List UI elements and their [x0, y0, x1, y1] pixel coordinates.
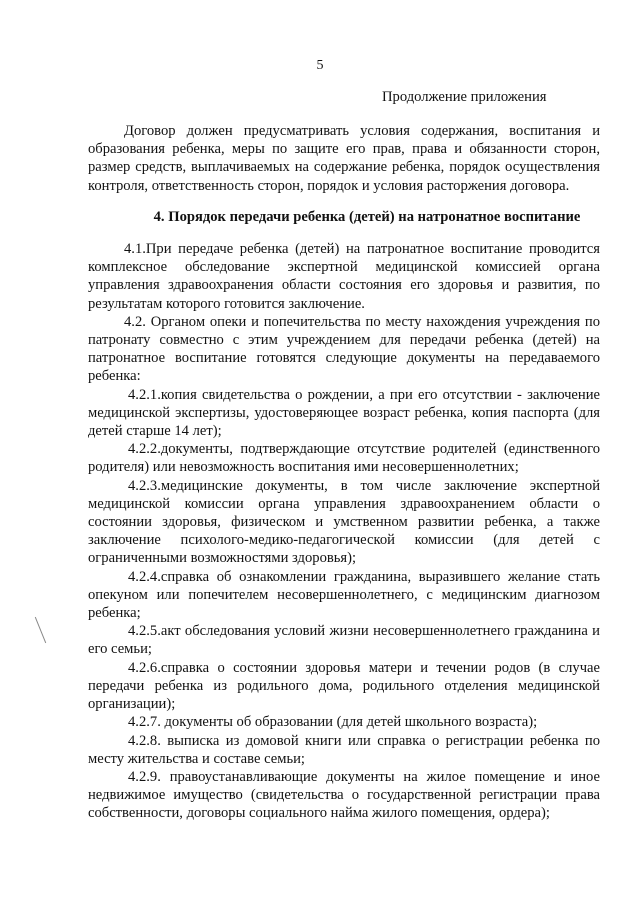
paragraph-4-1: 4.1.При передаче ребенка (детей) на патронатное воспитание проводится комплексное обследование экспертной медицинской комиссией органа управления здравоохранения области состояния его здоровья и развития, по результатам которого готовится заключение.: [88, 241, 600, 312]
page-number: 5: [316, 58, 324, 73]
paragraph-4-2-2: 4.2.2.документы, подтверждающие отсутствие родителей (единственного родителя) или невозможность воспитания ими несовершеннолетних;: [88, 441, 600, 476]
paragraph-4-2-5: 4.2.5.акт обследования условий жизни несовершеннолетнего гражданина и его семьи;: [88, 623, 600, 658]
paragraph-4-2: 4.2. Органом опеки и попечительства по месту нахождения учреждения по патронату совместно с этим учреждением для передачи ребенка (детей) на патронатное воспитание готовятся следующие документы на передаваемого ребенка:: [88, 313, 600, 385]
header-note: Продолжение приложения: [382, 89, 547, 105]
document-body: [88, 122, 600, 823]
paragraph-4-2-9: 4.2.9. правоустанавливающие документы на жилое помещение и иное недвижимое имущество (свидетельства о государственной регистрации права собственности, договоры социального найма жилого помещения, ордера);: [88, 768, 600, 822]
paragraph-4-2-1: 4.2.1.копия свидетельства о рождении, а при его отсутствии - заключение медицинской экспертизы, удостоверяющее возраст ребенка, копия паспорта (для детей старше 14 лет);: [88, 386, 600, 440]
paragraph-4-2-6: 4.2.6.справка о состоянии здоровья матери и течении родов (в случае передачи ребенка из родильного дома, родильного отделения медицинской организации);: [88, 659, 600, 713]
intro-paragraph: Договор должен предусматривать условия содержания, воспитания и образования ребенка, меры по защите его прав, права и обязанности сторон, размер средств, выплачиваемых на содержание ребенка, порядок осуществления контроля, ответственность сторон, порядок и условия расторжения договора.: [88, 123, 600, 194]
section-title: 4. Порядок передачи ребенка (детей) на натронатное воспитание: [153, 208, 581, 225]
paragraph-4-2-8: 4.2.8. выписка из домовой книги или справка о регистрации ребенка по месту жительства и составе семьи;: [88, 732, 600, 767]
paragraph-4-2-4: 4.2.4.справка об ознакомлении гражданина, выразившего желание стать опекуном или попечителем несовершеннолетнего, с медицинским диагнозом ребенка;: [88, 568, 600, 622]
paragraph-4-2-3: 4.2.3.медицинские документы, в том числе заключение экспертной медицинской комиссии органа управления здравоохранением области о состоянии здоровья, физическом и умственном развитии ребенка, а также заключение психолого-медико-педагогической комиссии (для детей с ограниченными возможностями здоровья);: [88, 477, 600, 567]
paragraph-4-2-7: 4.2.7. документы об образовании (для детей школьного возраста);: [128, 714, 538, 731]
margin-mark: [35, 617, 46, 643]
